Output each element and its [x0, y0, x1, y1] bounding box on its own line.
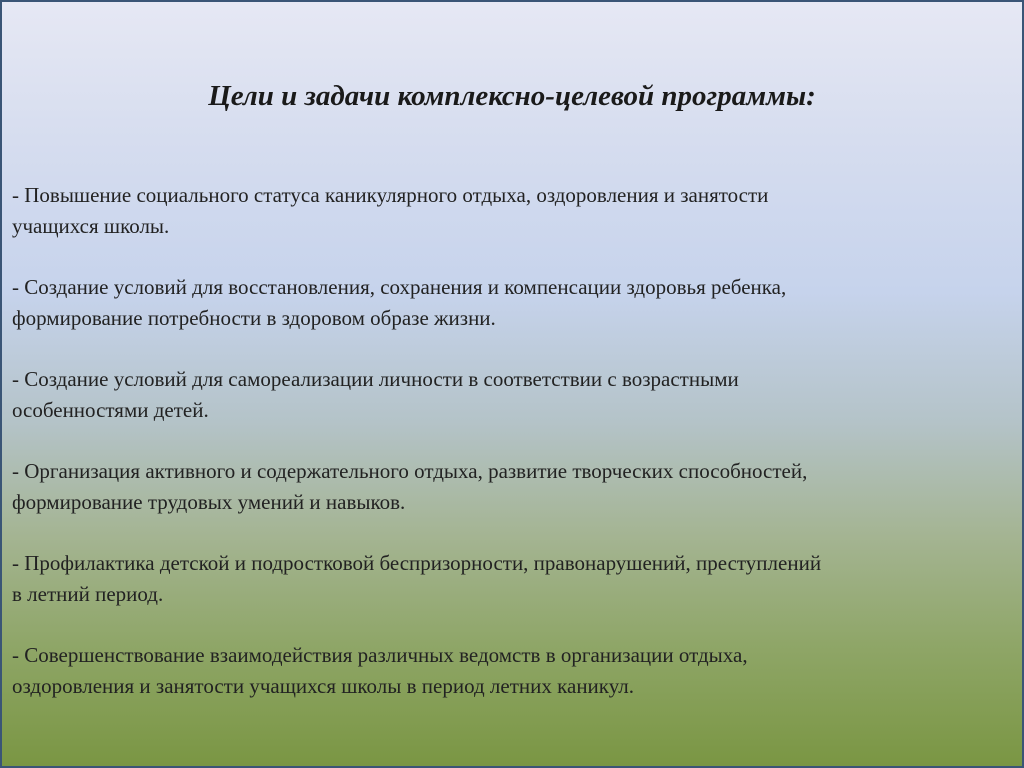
goal-line: - Совершенствование взаимодействия различных ведомств в организации отдыха,	[12, 643, 748, 667]
goal-line: - Создание условий для восстановления, сохранения и компенсации здоровья ребенка,	[12, 275, 787, 299]
goal-item	[12, 548, 1012, 610]
goal-item	[12, 180, 1012, 242]
goal-line: - Повышение социального статуса каникулярного отдыха, оздоровления и занятости	[12, 183, 769, 207]
slide-title: Цели и задачи комплексно-целевой программы:	[208, 80, 816, 112]
goal-line: особенностями детей.	[12, 398, 209, 422]
goal-line: - Профилактика детской и подростковой беспризорности, правонарушений, преступлений	[12, 551, 822, 575]
goal-line: в летний период.	[12, 582, 164, 606]
goal-item	[12, 364, 1012, 426]
goal-item	[12, 456, 1012, 518]
goal-line: - Организация активного и содержательного отдыха, развитие творческих способностей,	[12, 459, 808, 483]
goal-line: формирование трудовых умений и навыков.	[12, 490, 406, 514]
goals-list	[12, 180, 1012, 732]
goal-line: формирование потребности в здоровом образе жизни.	[12, 306, 496, 330]
goal-line: - Создание условий для самореализации личности в соответствии с возрастными	[12, 367, 739, 391]
goal-item	[12, 640, 1012, 702]
goal-line: учащихся школы.	[12, 214, 170, 238]
goal-item	[12, 272, 1012, 334]
goal-line: оздоровления и занятости учащихся школы в период летних каникул.	[12, 674, 635, 698]
